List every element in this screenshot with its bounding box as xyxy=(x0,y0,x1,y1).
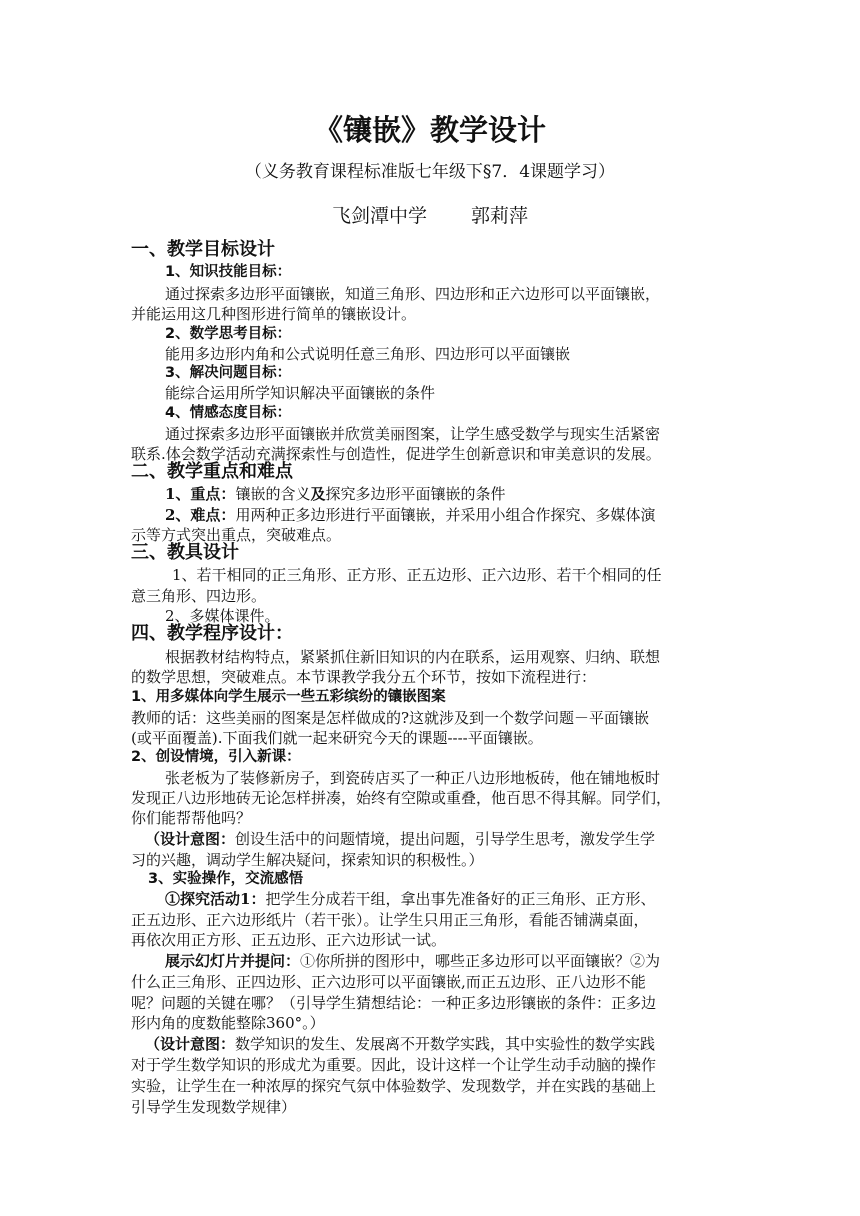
aid-item-2: 2、多媒体课件。 xyxy=(165,607,280,625)
paragraph-line: (或平面覆盖).下面我们就一起来研究今天的课题----平面镶嵌。 xyxy=(131,729,543,747)
paragraph-line: 对于学生数学知识的形成尤为重要。因此，设计这样一个让学生动手动脑的操作 xyxy=(131,1056,657,1074)
paragraph-line: 呢？问题的关键在哪？（引导学生猜想结论：一种正多边形镶嵌的条件：正多边 xyxy=(131,994,657,1012)
step-2-heading: 2、创设情境，引入新课： xyxy=(131,749,301,765)
paragraph-line: 习的兴趣，调动学生解决疑问，探索知识的积极性。） xyxy=(131,851,484,869)
goal-1-label: 1、知识技能目标： xyxy=(165,264,292,280)
paragraph-line: 能综合运用所学知识解决平面镶嵌的条件 xyxy=(165,384,436,402)
goal-4-label: 4、情感态度目标： xyxy=(165,405,292,421)
step-1-heading: 1、用多媒体向学生展示一些五彩缤纷的镶嵌图案 xyxy=(131,689,446,705)
slide-question-label: 展示幻灯片并提问： xyxy=(165,952,301,970)
difficulty-line xyxy=(165,505,655,525)
goal-2-label: 2、数学思考目标： xyxy=(165,326,292,342)
paragraph-line: 再依次用正方形、正五边形、正六边形试一试。 xyxy=(131,931,447,949)
author-name: 郭莉萍 xyxy=(471,205,529,227)
aid-item-1: 1、若干相同的正三角形、正方形、正五边形、正六边形、若干个相同的任 xyxy=(172,566,662,584)
paragraph-line: 形内角的度数能整除360°。） xyxy=(131,1014,325,1032)
paragraph-line: 你们能帮帮他吗？ xyxy=(131,809,252,827)
paragraph-line: 引导学生发现数学规律） xyxy=(131,1098,297,1116)
activity-1-text: 把学生分成若干组，拿出事先准备好的正三角形、正方形、 xyxy=(265,890,656,908)
key-point-text: 镶嵌的含义 xyxy=(235,485,311,503)
paragraph-line: 的数学思想，突破难点。本节课教学我分五个环节，按如下流程进行： xyxy=(131,668,597,686)
section-heading-teaching-aids: 三、教具设计 xyxy=(131,542,239,563)
paragraph-line: 能用多边形内角和公式说明任意三角形、四边形可以平面镶嵌 xyxy=(165,345,571,363)
paragraph-line: 通过探索多边形平面镶嵌，知道三角形、四边形和正六边形可以平面镶嵌， xyxy=(165,285,661,303)
activity-1-label: ①探究活动1： xyxy=(165,890,266,908)
slide-question-line xyxy=(165,951,660,971)
paragraph-line: 实验，让学生在一种浓厚的探究气氛中体验数学、发现数学，并在实践的基础上 xyxy=(131,1077,657,1095)
document-subtitle: （义务教育课程标准版七年级下§7．4课题学习） xyxy=(244,162,616,182)
design-intent-1 xyxy=(145,829,655,849)
paragraph-line: 教师的话：这些美丽的图案是怎样做成的?这就涉及到一个数学问题－平面镶嵌 xyxy=(131,709,650,727)
section-heading-goals: 一、教学目标设计 xyxy=(131,239,275,260)
paragraph-line: 意三角形、四边形。 xyxy=(131,587,267,605)
document-title: 《镶嵌》教学设计 xyxy=(313,113,546,147)
school-name: 飞剑潭中学 xyxy=(331,205,427,227)
paragraph-line: 根据教材结构特点，紧紧抓住新旧知识的内在联系，运用观察、归纳、联想 xyxy=(165,648,661,666)
design-intent-text: 创设生活中的问题情境，提出问题，引导学生思考，激发学生学 xyxy=(235,830,656,848)
difficulty-text: 用两种正多边形进行平面镶嵌，并采用小组合作探究、多媒体演 xyxy=(235,506,656,524)
paragraph-line: 发现正八边形地砖无论怎样拼凑，始终有空隙或重叠，他百思不得其解。同学们， xyxy=(131,789,672,807)
activity-1-line xyxy=(165,889,655,909)
key-point-and: 及 xyxy=(310,485,326,503)
goal-3-label: 3、解决问题目标： xyxy=(165,365,292,381)
paragraph-line: 张老板为了装修新房子，到瓷砖店买了一种正八边形地板砖，他在铺地板时 xyxy=(165,769,661,787)
design-intent-label: （设计意图： xyxy=(145,1035,236,1053)
design-intent-2 xyxy=(145,1034,655,1054)
paragraph-line: 并能运用这几种图形进行简单的镶嵌设计。 xyxy=(131,305,417,323)
paragraph-line: 通过探索多边形平面镶嵌并欣赏美丽图案，让学生感受数学与现实生活紧密 xyxy=(165,425,661,443)
slide-question-text: ①你所拼的图形中，哪些正多边形可以平面镶嵌？②为 xyxy=(300,952,661,970)
section-heading-key-points: 二、教学重点和难点 xyxy=(131,461,293,482)
design-intent-text: 数学知识的发生、发展离不开数学实践，其中实验性的数学实践 xyxy=(235,1035,656,1053)
key-point-line xyxy=(165,484,505,504)
design-intent-label: （设计意图： xyxy=(145,830,236,848)
author-line xyxy=(0,203,860,229)
step-3-heading: 3、实验操作，交流感悟 xyxy=(148,871,304,887)
section-heading-procedure: 四、教学程序设计： xyxy=(131,623,293,644)
paragraph-line: 联系.体会数学活动充满探索性与创造性，促进学生创新意识和审美意识的发展。 xyxy=(131,445,661,463)
difficulty-label: 2、难点： xyxy=(165,506,236,524)
key-point-text: 探究多边形平面镶嵌的条件 xyxy=(325,485,506,503)
paragraph-line: 正五边形、正六边形纸片（若干张）。让学生只用正三角形，看能否铺满桌面， xyxy=(131,911,649,929)
paragraph-line: 示等方式突出重点，突破难点。 xyxy=(131,526,342,544)
paragraph-line: 什么正三角形、正四边形、正六边形可以平面镶嵌,而正五边形、正八边形不能 xyxy=(131,973,646,991)
key-point-label: 1、重点： xyxy=(165,485,236,503)
